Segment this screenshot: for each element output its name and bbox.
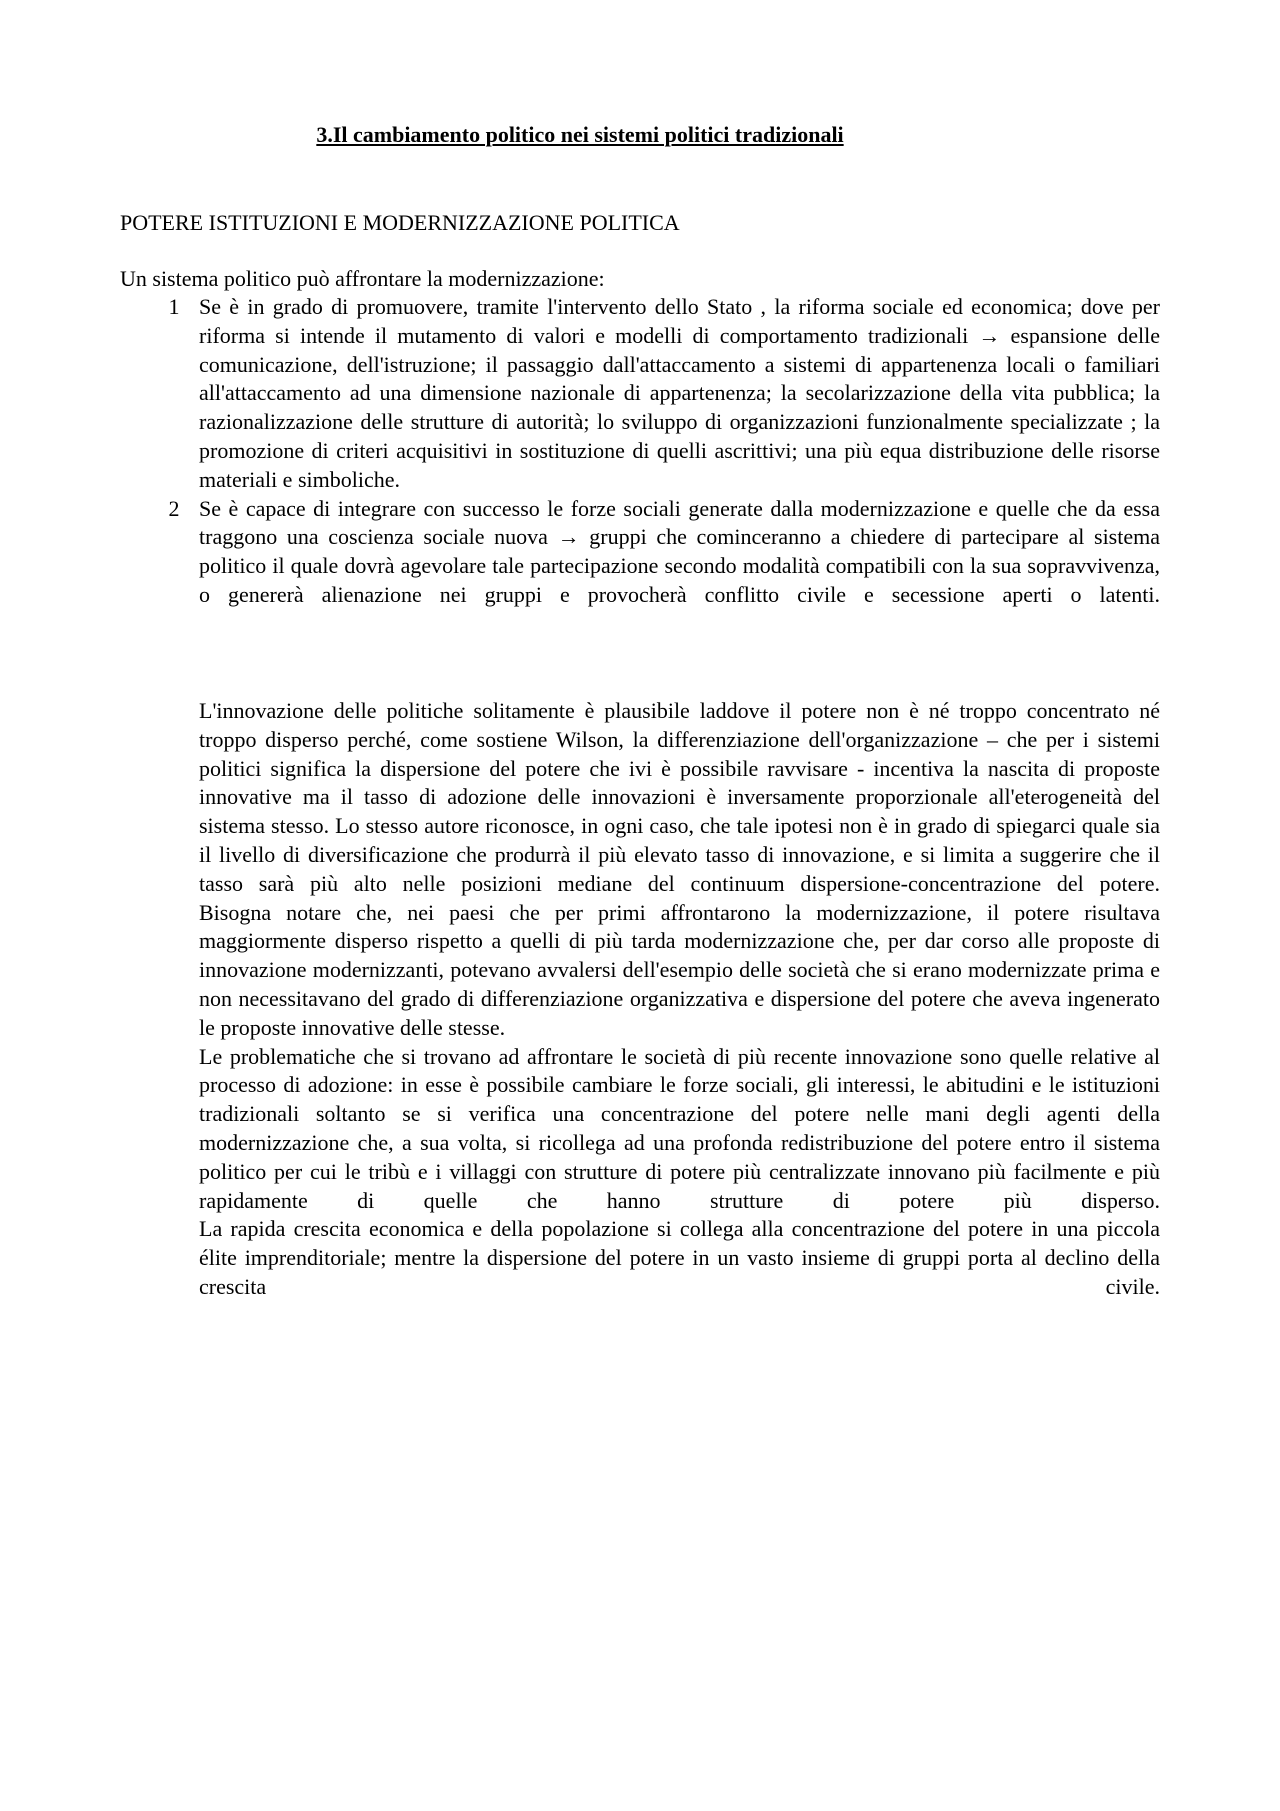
paragraph: Bisogna notare che, nei paesi che per primi affrontarono la modernizzazione, il potere risultava maggiormente disperso rispetto a quelli di più tarda modernizzazione che, per dar corso alle proposte di innovazione modernizzanti, potevano avvalersi dell'esempio delle società che si erano modernizzate prima e non necessitavano del grado di differenziazione organizzativa e dispersione del potere che aveva ingenerato le proposte innovative delle stesse. (199, 899, 1160, 1040)
list-item (120, 495, 1160, 610)
numbered-list (120, 293, 1160, 610)
intro-text: Un sistema politico può affrontare la modernizzazione: (120, 266, 605, 291)
paragraph: La rapida crescita economica e della popolazione si collega alla concentrazione del potere in una piccola élite imprenditoriale; mentre la dispersione del potere in un vasto insieme di gruppi porta al declino della crescita civile. (199, 1216, 1160, 1299)
paragraph: Le problematiche che si trovano ad affrontare le società di più recente innovazione sono quelle relative al processo di adozione: in esse è possibile cambiare le forze sociali, gli interessi, le abitudini e le istituzioni tradizionali soltanto se si verifica una concentrazione del potere nelle mani degli agenti della modernizzazione che, a sua volta, si ricollega ad una profonda redistribuzione del potere entro il sistema politico per cui le tribù e i villaggi con strutture di potere più centralizzate innovano più facilmente e più rapidamente di quelle che hanno strutture di potere più disperso. (199, 1043, 1160, 1213)
paragraph: L'innovazione delle politiche solitamente è plausibile laddove il potere non è né troppo concentrato né troppo disperso perché, come sostiene Wilson, la differenziazione dell'organizzazione – che per i sistemi politici significa la dispersione del potere che ivi è possibile ravvisare - incentiva la nascita di proposte innovative ma il tasso di adozione delle innovazioni è inversamente proporzionale all'eterogeneità del sistema stesso. Lo stesso autore riconosce, in ogni caso, che tale ipotesi non è in grado di spiegarci quale sia il livello di diversificazione che produrrà il più elevato tasso di innovazione, e si limita a suggerire che il tasso sarà più alto nelle posizioni mediane del continuum dispersione-concentrazione del potere. (199, 698, 1160, 896)
section-heading: POTERE ISTITUZIONI E MODERNIZZAZIONE POLITICA (120, 210, 680, 235)
document-title: 3.Il cambiamento politico nei sistemi politici tradizionali (316, 122, 844, 147)
list-item (120, 293, 1160, 495)
list-item-text: Se è capace di integrare con successo le forze sociali generate dalla modernizzazione e quelle che da essa traggono una coscienza sociale nuova → gruppi che cominceranno a chiedere di partecipare al sistema politico il quale dovrà agevolare tale partecipazione secondo modalità compatibili con la sua sopravvivenza, o genererà alienazione nei gruppi e provocherà conflitto civile e secessione aperti o latenti. (199, 495, 1160, 607)
body-text (199, 697, 1160, 1302)
list-item-number: 2 (168, 495, 180, 521)
list-item-text: Se è in grado di promuovere, tramite l'intervento dello Stato , la riforma sociale ed economica; dove per riforma si intende il mutamento di valori e modelli di comportamento tradizionali → espansione delle comunicazione, dell'istruzione; il passaggio dall'attaccamento a sistemi di appartenenza locali o familiari all'attaccamento ad una dimensione nazionale di appartenenza; la secolarizzazione della vita pubblica; la razionalizzazione delle strutture di autorità; lo sviluppo di organizzazioni funzionalmente specializzate ; la promozione di criteri acquisitivi in sostituzione di quelli ascrittivi; una più equa distribuzione delle risorse materiali e simboliche. (199, 294, 1160, 492)
list-item-number: 1 (168, 294, 180, 319)
